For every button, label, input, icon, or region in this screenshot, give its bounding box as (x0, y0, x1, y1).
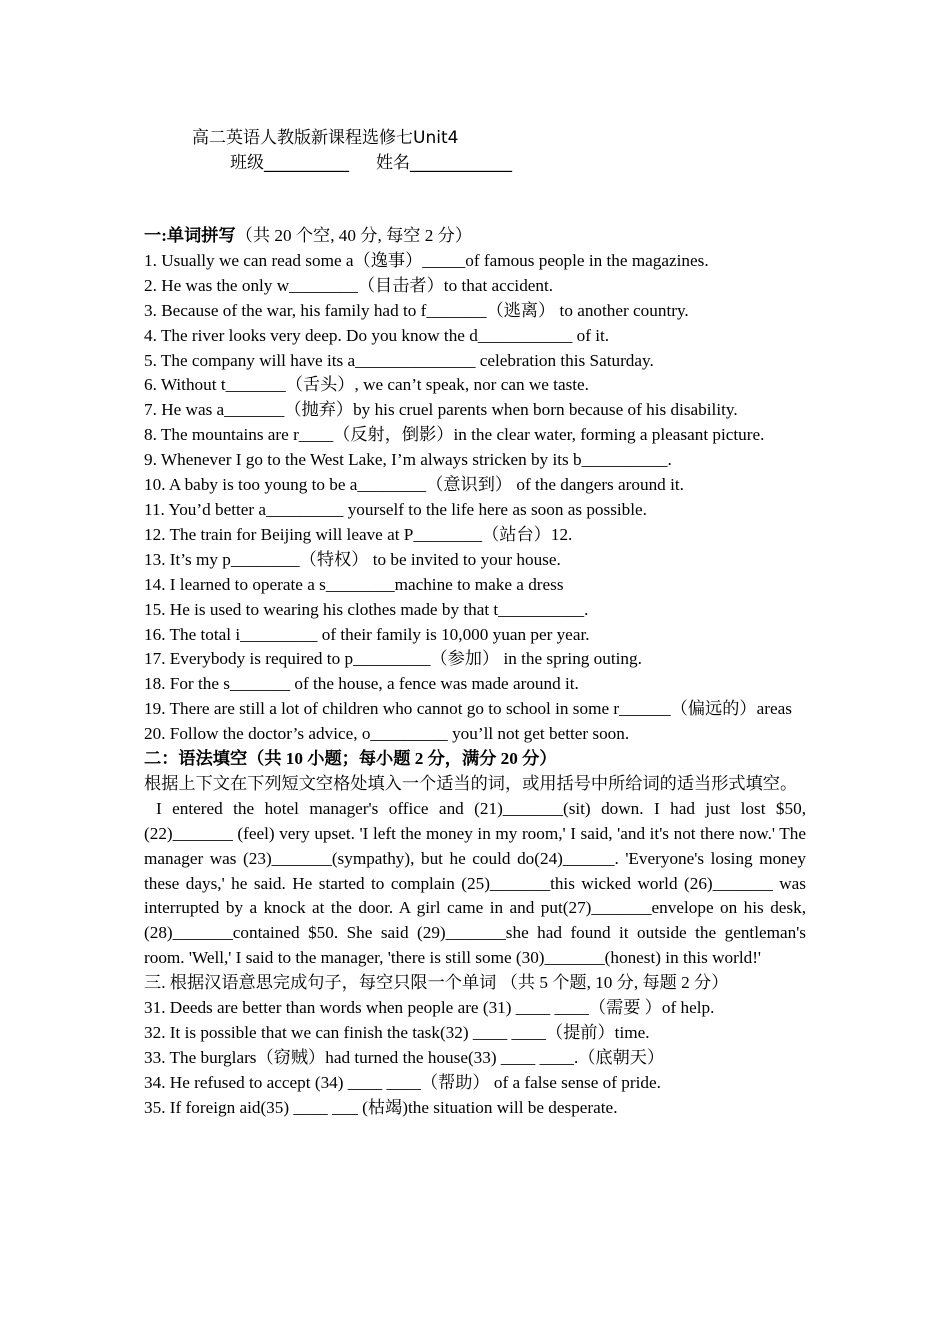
word-spelling-item: 3. Because of the war, his family had to f_______（逃离） to another country. (144, 300, 689, 320)
worksheet-content (144, 224, 806, 1121)
word-spelling-item: 17. Everybody is required to p_________（参加） in the spring outing. (144, 649, 642, 669)
word-spelling-item: 7. He was a_______（抛弃）by his cruel parents when born because of his disability. (144, 400, 738, 420)
worksheet-title: 高二英语人教版新课程选修七Unit4 (192, 128, 459, 148)
word-spelling-item: 10. A baby is too young to be a________（意识到） of the dangers around it. (144, 475, 684, 495)
word-spelling-item: 11. You’d better a_________ yourself to the life here as soon as possible. (144, 499, 647, 519)
section1-heading-rest: （共 20 个空, 40 分, 每空 2 分） (235, 226, 473, 245)
section2-instruction: 根据上下文在下列短文空格处填入一个适当的词，或用括号中所给词的适当形式填空。 (144, 773, 798, 793)
sentence-completion-item: 35. If foreign aid(35) ____ ___ (枯竭)the situation will be desperate. (144, 1097, 618, 1117)
word-spelling-item: 2. He was the only w________（目击者）to that accident. (144, 275, 554, 295)
class-name-fields: 班级__________ 姓名____________ (230, 153, 513, 173)
section1-heading (144, 224, 806, 249)
section2-passage: I entered the hotel manager's office and (21)_______(sit) down. I had just lost $50, (22)_______ (feel) very upset. 'I left the money in my room,' I said, 'and it's not there now.' The manager was (23)_______(sympathy), but he could do(24)______. 'Everyone's losing money these days,' he said. He started to complain (25)_______this wicked world (26)_______ was interrupted by a knock at the door. A girl came in and put(27)_______envelope on his desk, (28)_______contained $50. She said (29)_______she had found it outside the gentleman's room. 'Well,' I said to the manager, 'there is still some (30)_______(honest) in this world!' (144, 798, 806, 968)
word-spelling-item: 18. For the s_______ of the house, a fence was made around it. (144, 674, 579, 694)
word-spelling-item: 9. Whenever I go to the West Lake, I’m always stricken by its b__________. (144, 450, 672, 470)
word-spelling-item: 16. The total i_________ of their family is 10,000 yuan per year. (144, 624, 590, 644)
word-spelling-item: 13. It’s my p________（特权） to be invited to your house. (144, 549, 561, 569)
section2-heading: 二：语法填空（共 10 小题；每小题 2 分，满分 20 分） (144, 749, 557, 769)
sentence-completion-item: 33. The burglars（窃贼）had turned the house(33) ____ ____.（底朝天） (144, 1047, 665, 1067)
word-spelling-item: 5. The company will have its a______________ celebration this Saturday. (144, 350, 654, 370)
word-spelling-item: 8. The mountains are r____（反射，倒影）in the clear water, forming a pleasant picture. (144, 425, 765, 445)
word-spelling-item: 6. Without t_______（舌头）, we can’t speak, nor can we taste. (144, 375, 589, 395)
word-spelling-item: 19. There are still a lot of children who cannot go to school in some r______（偏远的）areas (144, 699, 792, 719)
section1-list (144, 249, 806, 747)
section3-list (144, 996, 806, 1121)
section1-heading-lead: 一:单词拼写 (144, 226, 236, 245)
section3-heading: 三. 根据汉语意思完成句子，每空只限一个单词 （共 5 个题, 10 分, 每题 2 分） (144, 973, 729, 993)
sentence-completion-item: 31. Deeds are better than words when people are (31) ____ ____（需要 ）of help. (144, 998, 715, 1018)
word-spelling-item: 1. Usually we can read some a（逸事）_____of famous people in the magazines. (144, 250, 709, 270)
word-spelling-item: 12. The train for Beijing will leave at P________（站台）12. (144, 524, 573, 544)
sentence-completion-item: 32. It is possible that we can finish the task(32) ____ ____（提前）time. (144, 1023, 650, 1042)
word-spelling-item: 14. I learned to operate a s________machine to make a dress (144, 574, 564, 594)
word-spelling-item: 20. Follow the doctor’s advice, o_________ you’ll not get better soon. (144, 724, 630, 744)
word-spelling-item: 15. He is used to wearing his clothes made by that t__________. (144, 599, 589, 619)
word-spelling-item: 4. The river looks very deep. Do you know the d___________ of it. (144, 325, 610, 345)
sentence-completion-item: 34. He refused to accept (34) ____ ____（帮助） of a false sense of pride. (144, 1072, 661, 1092)
